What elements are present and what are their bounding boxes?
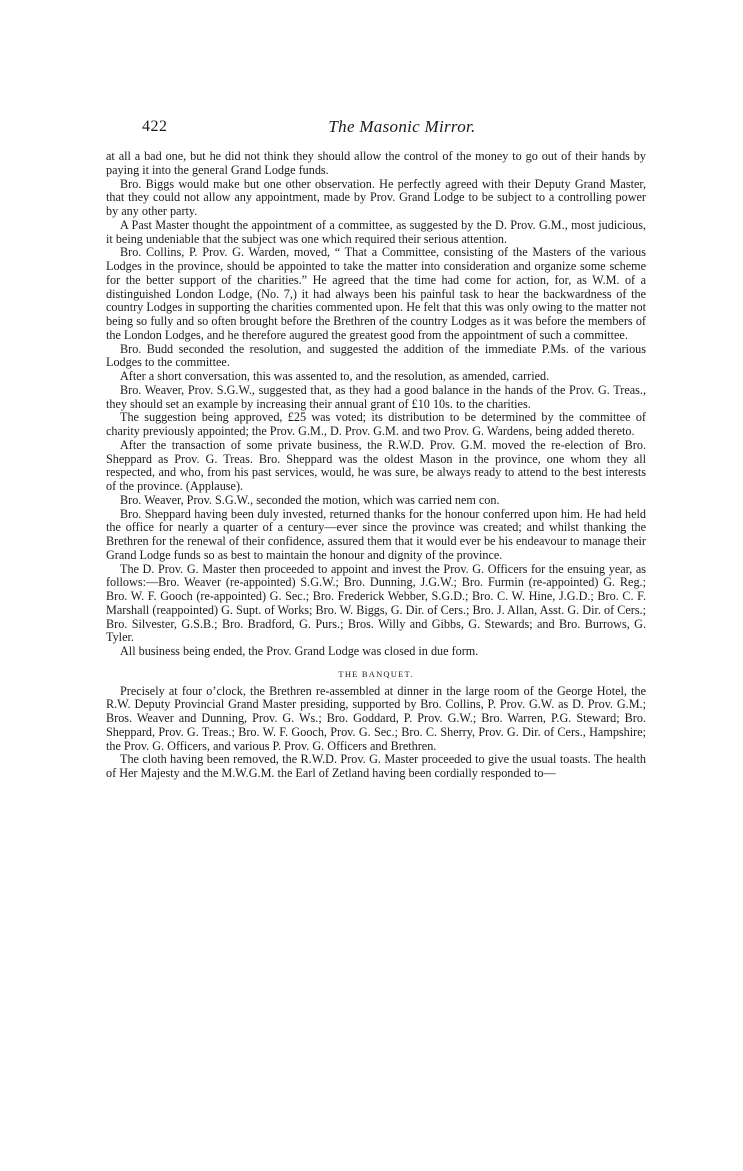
paragraph: The D. Prov. G. Master then proceeded to appoint and invest the Prov. G. Officers for the ensuing year, as follows:—Bro. Weaver (re-appointed) S.G.W.; Bro. Dunning, J.G.W.; Bro. Furmin (re-appointed) G. Reg.; Bro. W. F. Gooch (re-appointed) G. Sec.; Bro. Frederick Webber, S.G.D.; Bro. C. W. Hine, J.G.D.; Bro. C. F. Marshall (reappointed) G. Supt. of Works; Bro. W. Biggs, G. Dir. of Cers.; Bro. J. Allan, Asst. G. Dir. of Cers.; Bro. Silvester, G.S.B.; Bro. Bradford, G. Purs.; Bros. Willy and Gibbs, G. Stewards; and Bro. Burrows, G. Tyler. xyxy=(106,561,646,645)
paragraph: Bro. Sheppard having been duly invested, returned thanks for the honour conferred upon him. He had held the office for nearly a quarter of a century—ever since the province was created; and whilst thanking the Brethren for the renewal of their confidence, assured them that it would ever be his endeavour to manage their Grand Lodge funds so as best to maintain the honour and dignity of the province. xyxy=(106,506,646,562)
paragraph: at all a bad one, but he did not think they should allow the control of the money to go out of their hands by paying it into the general Grand Lodge funds. xyxy=(106,149,646,177)
paragraph: All business being ended, the Prov. Grand Lodge was closed in due form. xyxy=(120,644,479,658)
paragraph: The suggestion being approved, £25 was voted; its distribution to be determined by the committee of charity previously appointed; the Prov. G.M., D. Prov. G.M. and two Prov. G. Wardens, being added thereto. xyxy=(106,410,646,438)
paragraph: Bro. Collins, P. Prov. G. Warden, moved, “ That a Committee, consisting of the Masters of the various Lodges in the province, should be appointed to take the matter into consideration and organize some scheme for the better support of the charities.” He agreed that the time had come for action, for, as W.M. of a distinguished London Lodge, (No. 7,) it had always been his painful task to hear the backwardness of the country Lodges in supporting the charities commented upon. He felt that this was only owing to the matter not being so fully and so often brought before the Brethren of the country Lodges as it was before the members of the London Lodges, and he therefore augured the greatest good from the appointment of such a committee. xyxy=(106,245,646,342)
paragraph: Precisely at four o’clock, the Brethren re-assembled at dinner in the large room of the George Hotel, the R.W. Deputy Provincial Grand Master presiding, supported by Bro. Collins, P. Prov. G.W. as D. Prov. G.M.; Bros. Weaver and Dunning, Prov. G. Ws.; Bro. Goddard, P. Prov. G.W.; Bro. Warren, P.G. Steward; Bro. Sheppard, Prov. G. Treas.; Bro. W. F. Gooch, Prov. G. Sec.; Bro. C. Sherry, Prov. G. Dir. of Cers., Hampshire; the Prov. G. Officers, and various P. Prov. G. Officers and Brethren. xyxy=(106,683,646,753)
paragraph: Bro. Weaver, Prov. S.G.W., seconded the motion, which was carried nem con. xyxy=(120,492,500,507)
page-header xyxy=(142,112,662,142)
paragraph: Bro. Weaver, Prov. S.G.W., suggested that, as they had a good balance in the hands of the Prov. G. Treas., they should set an example by increasing their annual grant of £10 10s. to the charities. xyxy=(106,382,646,411)
paragraph: After the transaction of some private business, the R.W.D. Prov. G.M. moved the re-election of Bro. Sheppard as Prov. G. Treas. Bro. Sheppard was the oldest Mason in the province, one whom they all respected, and who, from his past services, would, he was sure, be always ready to attend to the best interests of the province. (Applause). xyxy=(106,437,646,493)
paragraph: Bro. Biggs would make but one other observation. He perfectly agreed with their Deputy Grand Master, that they could not allow any appointment, made by Prov. Grand Lodge to be subject to a controlling power by any other party. xyxy=(106,176,646,218)
paragraph: Bro. Budd seconded the resolution, and suggested the addition of the immediate P.Ms. of the various Lodges to the committee. xyxy=(106,341,646,370)
section-heading: THE BANQUET. xyxy=(338,668,414,679)
paragraph: After a short conversation, this was assented to, and the resolution, as amended, carried. xyxy=(120,369,550,383)
article-body xyxy=(106,150,646,781)
paragraph: A Past Master thought the appointment of a committee, as suggested by the D. Prov. G.M., most judicious, it being undeniable that the subject was one which required their serious attention. xyxy=(106,217,646,246)
paragraph: The cloth having been removed, the R.W.D. Prov. G. Master proceeded to give the usual toasts. The health of Her Majesty and the M.W.G.M. the Earl of Zetland having been cordially responded to— xyxy=(106,752,646,780)
running-title: The Masonic Mirror. xyxy=(328,117,476,136)
page-number: 422 xyxy=(142,118,168,135)
